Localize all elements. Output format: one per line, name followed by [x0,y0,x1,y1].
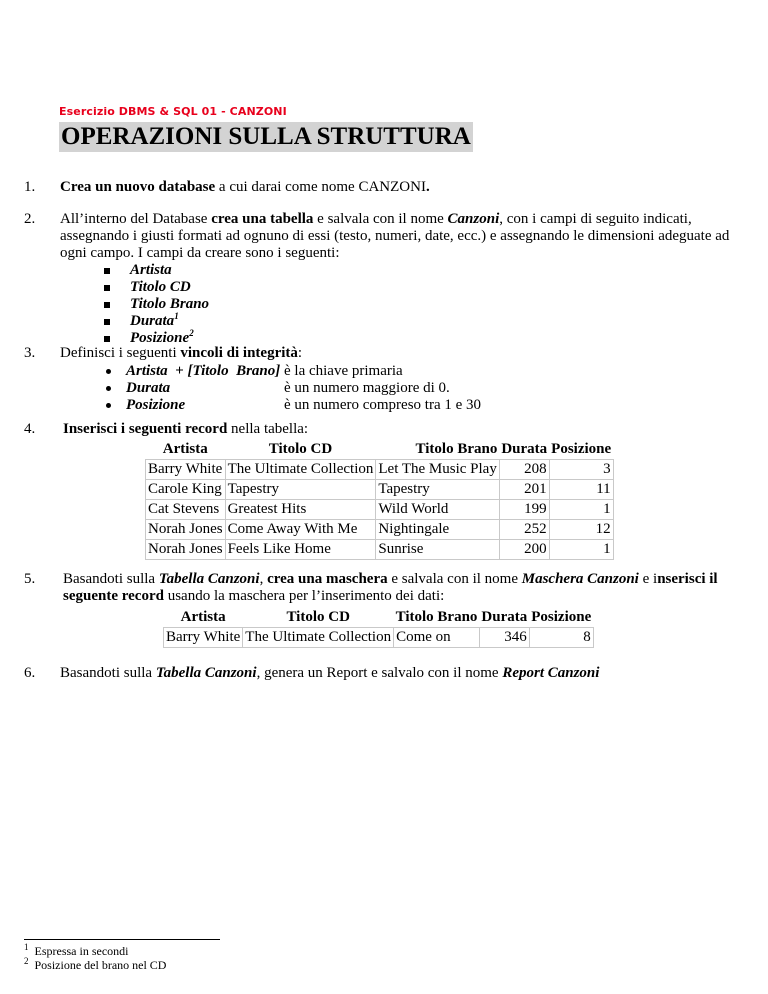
footnote-mark: 1 [24,942,29,952]
step-number: 6. [24,665,36,681]
square-bullet-icon [104,302,110,308]
footnote-2 [24,958,166,972]
table-cell: Come Away With Me [225,520,376,540]
table-cell: Barry White [164,628,243,648]
exercise-subtitle: Esercizio DBMS & SQL 01 - CANZONI [59,105,287,118]
column-header: Titolo CD [286,609,350,625]
constraint-key: Artista + [Titolo Brano] [126,363,281,379]
table-cell: Feels Like Home [225,540,376,560]
table-row [146,460,614,480]
step-text-run: . [425,179,430,195]
step-text [60,179,736,196]
footnote-ref: 1 [174,311,179,321]
step-text-run: Inserisci i seguenti record [63,421,228,437]
table-cell: Cat Stevens [146,500,226,520]
table-cell: Norah Jones [146,540,226,560]
table-cell: 200 [499,540,549,560]
table-cell: Greatest Hits [225,500,376,520]
step-text-run: Basandoti sulla [60,665,156,681]
footnote-ref: 2 [189,328,194,338]
column-header: Artista [180,609,226,625]
constraint-item [104,397,584,414]
constraint-item [104,363,584,380]
step-number: 4. [24,421,36,437]
step-text-run: crea una maschera [267,571,388,587]
table-row [146,500,614,520]
table-row [164,628,594,648]
constraint-list [104,363,584,414]
table-cell: The Ultimate Collection [243,628,394,648]
field-label: Titolo CD [130,279,191,295]
column-header: Titolo Brano [415,441,498,457]
step-text-run: nella tabella: [227,421,309,437]
round-bullet-icon [106,386,111,391]
table-cell: 199 [499,500,549,520]
table-cell: Carole King [146,480,226,500]
constraint-value: è un numero maggiore di 0. [284,380,450,396]
square-bullet-icon [104,285,110,291]
field-label: Posizione$^2$ [130,328,194,346]
field-label: Artista [130,262,172,278]
table-cell: Nightingale [376,520,499,540]
step-text-run: usando la maschera per l’inserimento dei dati: [163,588,445,604]
table-cell: 3 [549,460,613,480]
footnote-mark: 2 [24,956,29,966]
section-heading: OPERAZIONI SULLA STRUTTURA [61,123,471,150]
step-text-run: vincoli di integrità [180,345,298,361]
footnote-text: Espressa in secondi [34,944,129,958]
table-header-row [146,440,614,460]
constraint-value: è la chiave primaria [284,363,403,379]
table-cell: 208 [499,460,549,480]
step-text-run: e salvala con il nome [313,211,448,227]
step-text [63,421,736,438]
table-row [146,520,614,540]
table-cell: Tapestry [376,480,499,500]
table-row [146,540,614,560]
column-header: Durata [501,441,548,457]
constraint-key: Durata [126,380,171,396]
table-cell: 201 [499,480,549,500]
table-cell: Norah Jones [146,520,226,540]
constraint-key: Posizione [126,397,186,413]
step-text-run: Basandoti sulla [63,571,159,587]
step-text-run: Crea un nuovo database [60,179,216,195]
form-record-table [163,608,594,648]
table-cell: Tapestry [225,480,376,500]
step-text-run: Canzoni [447,211,500,227]
column-header: Titolo CD [268,441,333,457]
column-header: Durata [481,609,528,625]
step-text-run: e i [638,571,658,587]
step-number: 2. [24,211,36,227]
footnote-1 [24,944,128,958]
records-table [145,440,614,560]
table-cell: 346 [479,628,529,648]
table-cell: Come on [394,628,480,648]
square-bullet-icon [104,336,110,342]
table-cell: Sunrise [376,540,499,560]
step-text-run: , [259,571,268,587]
step-text-run: All’interno del Database [60,211,212,227]
step-text-run: crea una tabella [211,211,314,227]
step-text-run: Definisci i seguenti [60,345,181,361]
round-bullet-icon [106,403,111,408]
table-cell: 1 [549,500,613,520]
step-text-run: , con i campi di seguito indicati, assegnando i giusti formati ad ognuno di essi (testo, numeri, date, ecc.) e assegnando le dimensioni adeguate ad ogni campo. I campi da creare sono i seguenti: [60,211,730,261]
footnote-text: Posizione del brano nel CD [34,958,167,972]
step-number: 1. [24,179,36,195]
footnote-separator [24,939,220,940]
step-text [63,571,736,605]
table-cell: 12 [549,520,613,540]
table-cell: 8 [529,628,593,648]
step-text [60,345,736,362]
step-text-run: nserisci il seguente record [63,571,718,604]
table-cell: Barry White [146,460,226,480]
round-bullet-icon [106,369,111,374]
table-header-row [164,608,594,628]
column-header: Artista [162,441,208,457]
column-header: Titolo Brano [395,609,478,625]
constraint-value: è un numero compreso tra 1 e 30 [284,397,482,413]
step-text-run: e salvala con il nome [387,571,522,587]
table-cell: 11 [549,480,613,500]
table-cell: Let The Music Play [376,460,499,480]
step-text-run: Tabella Canzoni [158,571,260,587]
step-number: 5. [24,571,36,587]
table-cell: Wild World [376,500,499,520]
step-text-run: a cui darai come nome CANZONI [215,179,426,195]
step-number: 3. [24,345,36,361]
table-row [146,480,614,500]
step-text [60,665,736,682]
constraint-item [104,380,584,397]
step-text-run: Maschera Canzoni [521,571,639,587]
field-label: Titolo Brano [130,296,210,312]
table-cell: 252 [499,520,549,540]
step-text-run: Report Canzoni [502,665,600,681]
column-header: Posizione [551,441,612,457]
table-cell: 1 [549,540,613,560]
column-header: Posizione [531,609,592,625]
square-bullet-icon [104,268,110,274]
step-text-run: : [297,345,303,361]
step-text-run: Tabella Canzoni [155,665,257,681]
table-cell: The Ultimate Collection [225,460,376,480]
square-bullet-icon [104,319,110,325]
field-label: Durata$^1$ [130,311,179,329]
step-text-run: , genera un Report e salvalo con il nome [256,665,503,681]
step-text [60,211,736,262]
